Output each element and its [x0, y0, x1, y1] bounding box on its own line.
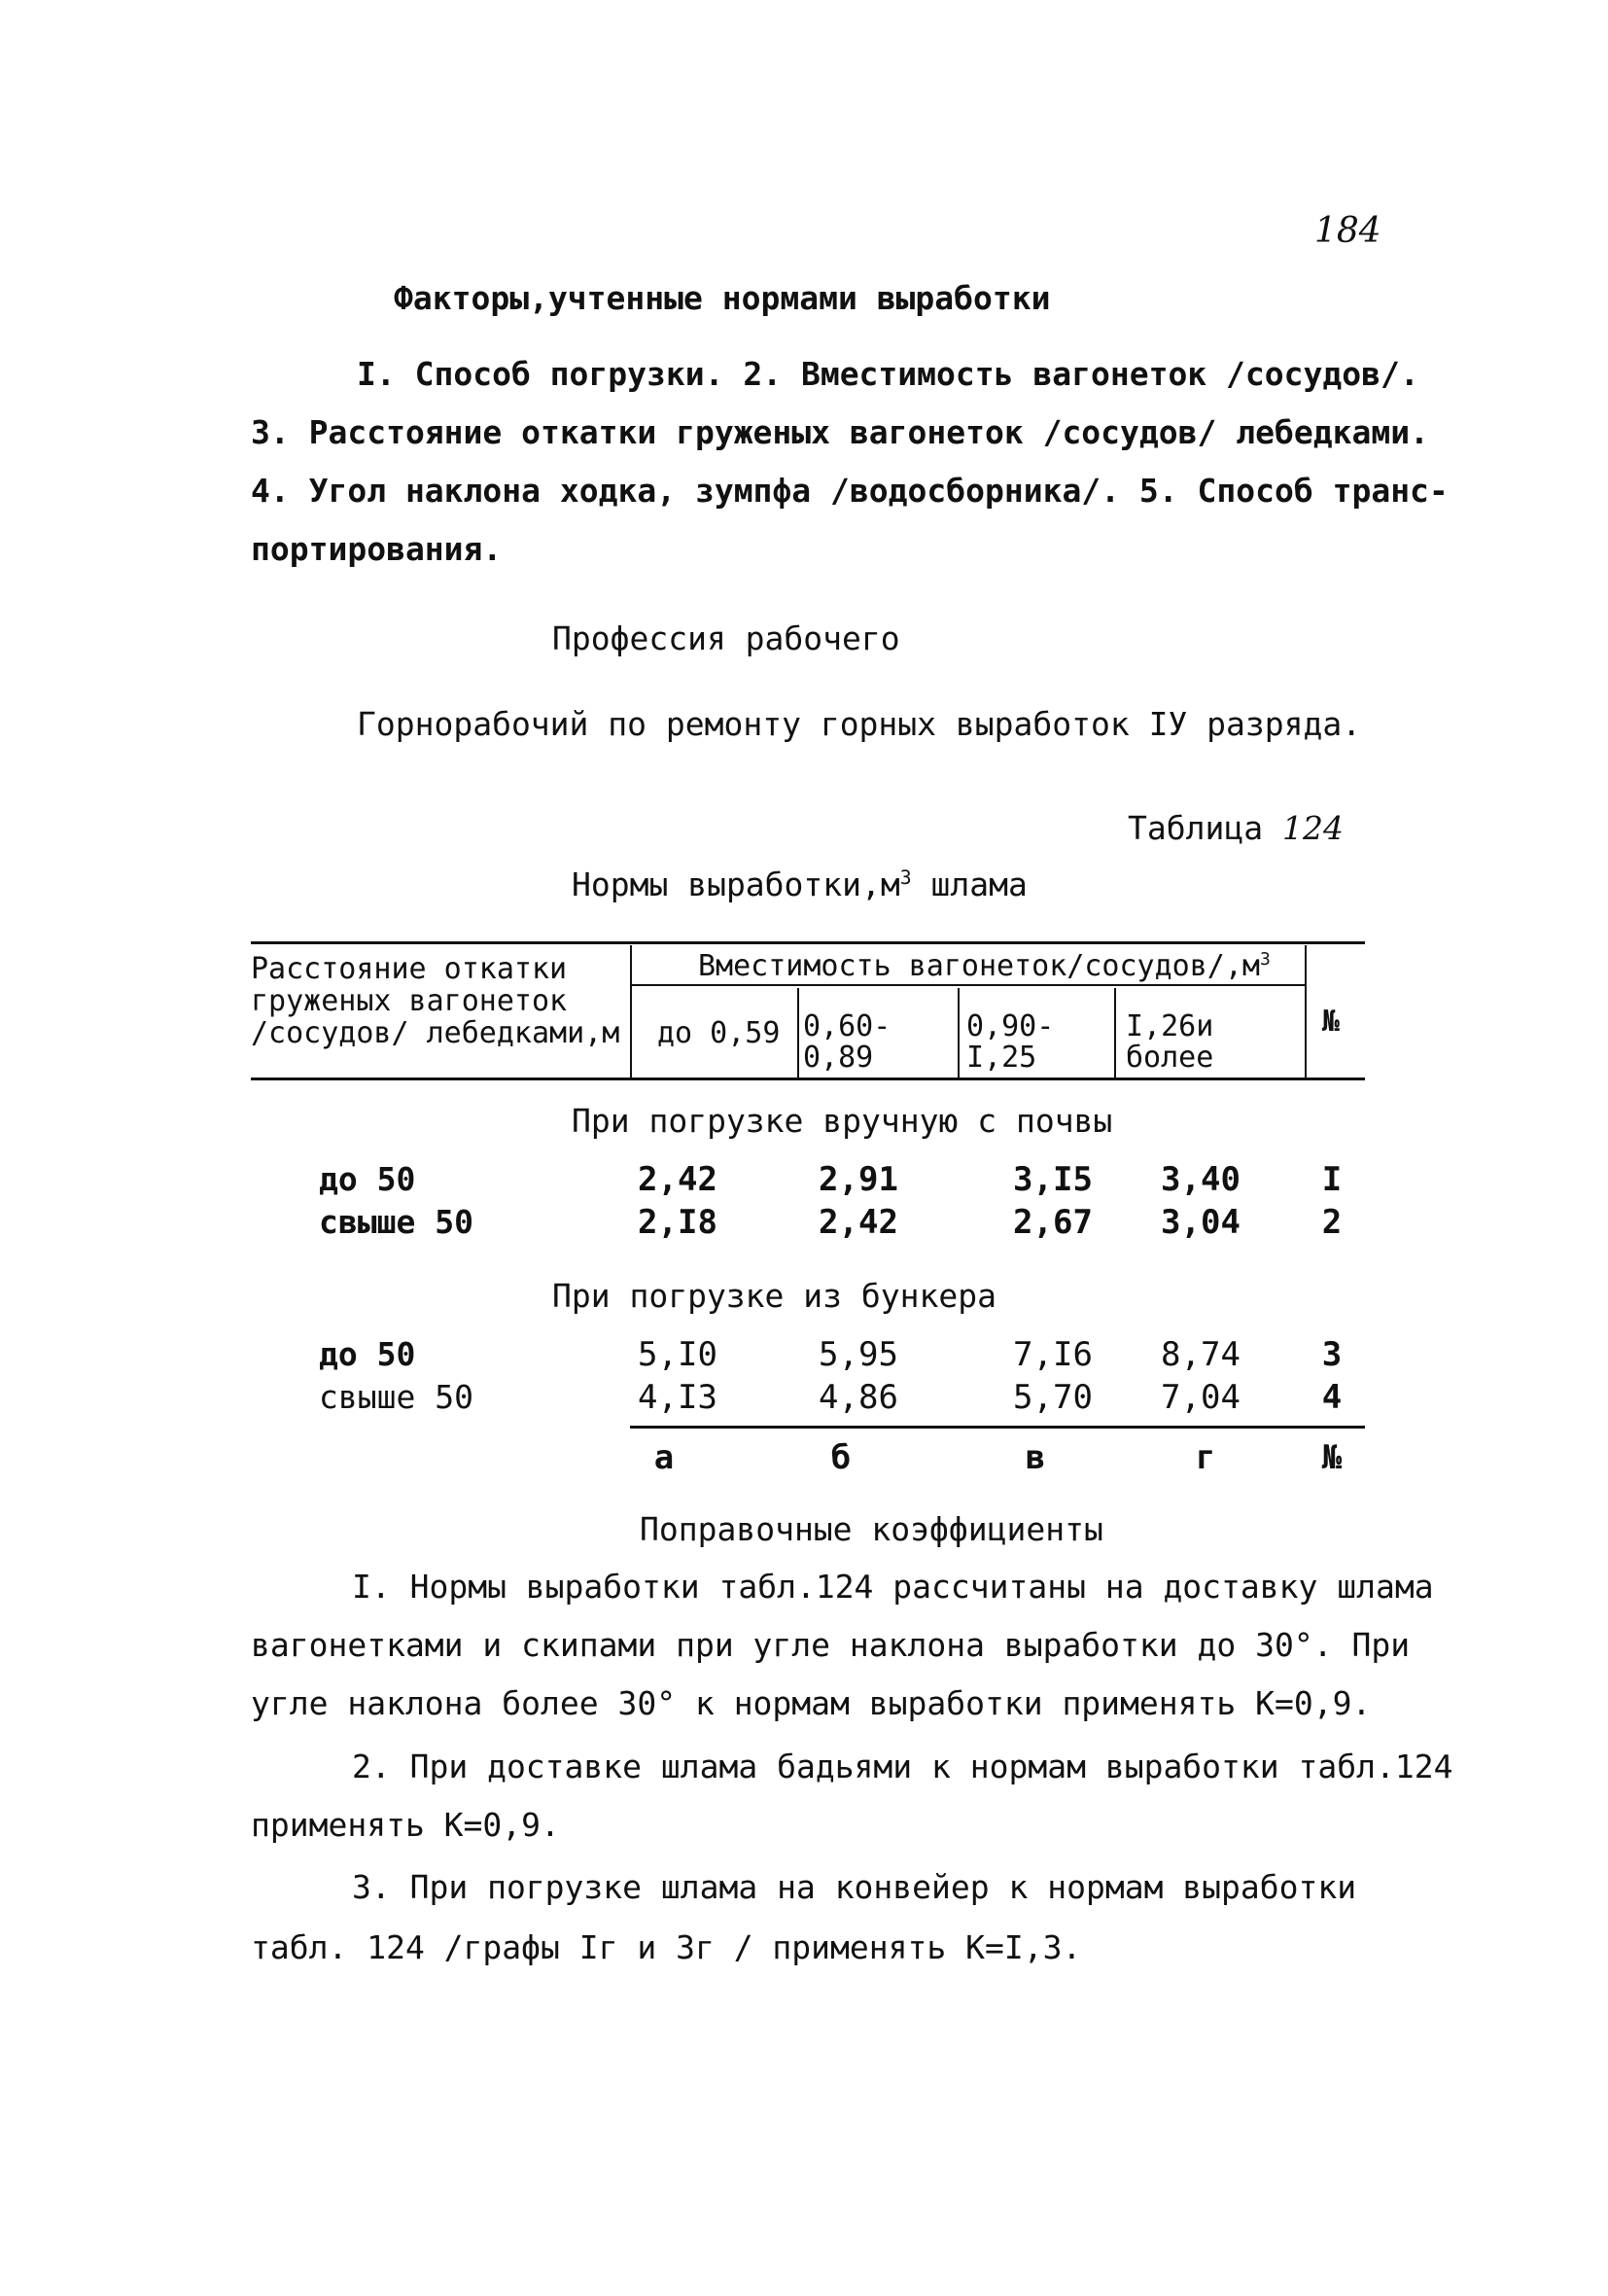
s2-row1-val-d: 8,74 [1161, 1335, 1241, 1374]
table-title [572, 865, 1028, 903]
s2-row2-dist: свыше 50 [319, 1378, 473, 1416]
s1-row2-dist: свыше 50 [319, 1203, 473, 1241]
table-label [1128, 809, 1344, 847]
page-number: 184 [1314, 211, 1381, 251]
table-header-bottom-rule [251, 1077, 1365, 1080]
table-title-sup: 3 [899, 866, 912, 889]
s2-row2-val-c: 5,70 [1013, 1378, 1093, 1417]
s1-row2-val-a: 2,I8 [638, 1203, 717, 1242]
table-vline-2 [797, 988, 799, 1077]
footer-letter-b: б [830, 1438, 852, 1477]
s1-row1-val-c: 3,I5 [1013, 1160, 1093, 1199]
header-left-line-1: Расстояние откатки [251, 952, 568, 986]
s1-row2-no: 2 [1321, 1203, 1343, 1242]
s1-row1-dist: до 50 [319, 1160, 416, 1198]
section-1-title: При погрузке вручную с почвы [572, 1102, 1113, 1140]
header-group-sup: 3 [1259, 949, 1271, 970]
factors-line-1: I. Способ погрузки. 2. Вместимость вагонеток /сосудов/. [357, 355, 1419, 393]
header-left-line-3: /сосудов/ лебедками,м [251, 1016, 620, 1050]
table-group-rule [632, 984, 1305, 986]
s2-row1-val-b: 5,95 [819, 1335, 898, 1374]
header-no: № [1322, 1005, 1341, 1039]
header-col-b: 0,60- 0,89 [803, 1009, 891, 1075]
s1-row1-val-d: 3,40 [1161, 1160, 1241, 1199]
factors-line-2: 3. Расстояние откатки груженых вагонеток /сосудов/ лебедками. [251, 413, 1429, 451]
footer-letter-c: в [1025, 1438, 1046, 1477]
header-left-line-2: груженых вагонеток [251, 984, 568, 1018]
s2-row1-no: 3 [1321, 1335, 1343, 1374]
corrections-p3-line-2: табл. 124 /графы Iг и 3г / применять К=I,3. [251, 1928, 1082, 1966]
s2-row1-val-a: 5,I0 [638, 1335, 717, 1374]
table-title-main: Нормы выработки,м [572, 865, 900, 903]
corrections-p1-line-1: I. Нормы выработки табл.124 рассчитаны на доставку шлама [352, 1568, 1434, 1606]
s2-row2-val-a: 4,I3 [638, 1378, 717, 1417]
profession-heading: Профессия рабочего [552, 619, 900, 657]
header-col-d: I,26и более [1126, 1009, 1214, 1075]
s2-row2-val-b: 4,86 [819, 1378, 898, 1417]
corrections-p2-line-2: применять К=0,9. [251, 1806, 560, 1844]
profession-text: Горнорабочий по ремонту горных выработок IУ разряда. [357, 705, 1362, 743]
table-vline-1 [630, 945, 632, 1077]
header-group-text: Вместимость вагонеток/сосудов/,м [698, 949, 1260, 983]
table-label-prefix: Таблица [1128, 809, 1264, 847]
section-2-title: При погрузке из бункера [552, 1277, 996, 1315]
s1-row2-val-d: 3,04 [1161, 1203, 1241, 1242]
header-group [698, 951, 1271, 981]
s1-row1-val-a: 2,42 [638, 1160, 717, 1199]
corrections-p3-line-1: 3. При погрузке шлама на конвейер к нормам выработки [352, 1868, 1357, 1906]
factors-title: Факторы,учтенные нормами выработки [394, 279, 1051, 317]
s1-row2-val-b: 2,42 [819, 1203, 898, 1242]
table-vline-5 [1305, 945, 1307, 1077]
header-col-a: до 0,59 [657, 1016, 781, 1050]
footer-letter-a: а [653, 1438, 675, 1477]
s1-row2-val-c: 2,67 [1013, 1203, 1093, 1242]
footer-letter-d: г [1195, 1438, 1216, 1477]
table-footer-rule [630, 1426, 1365, 1429]
factors-line-3: 4. Угол наклона ходка, зумпфа /водосборника/. 5. Способ транс- [251, 472, 1449, 510]
header-col-c: 0,90- I,25 [966, 1009, 1055, 1075]
table-label-number: 124 [1281, 809, 1344, 847]
table-vline-3 [958, 988, 960, 1077]
s2-row2-val-d: 7,04 [1161, 1378, 1241, 1417]
s1-row1-no: I [1321, 1160, 1343, 1199]
corrections-p1-line-2: вагонетками и скипами при угле наклона выработки до 30°. При [251, 1626, 1411, 1664]
s2-row2-no: 4 [1321, 1378, 1343, 1417]
corrections-p1-line-3: угле наклона более 30° к нормам выработки применять К=0,9. [251, 1684, 1372, 1722]
table-vline-4 [1114, 988, 1116, 1077]
factors-line-4: портирования. [251, 530, 503, 568]
corrections-p2-line-1: 2. При доставке шлама бадьями к нормам выработки табл.124 [352, 1748, 1453, 1785]
corrections-heading: Поправочные коэффициенты [640, 1510, 1103, 1548]
footer-no: № [1321, 1438, 1343, 1477]
table-top-rule [251, 941, 1365, 944]
s1-row1-val-b: 2,91 [819, 1160, 898, 1199]
s2-row1-val-c: 7,I6 [1013, 1335, 1093, 1374]
table-title-tail: шлама [911, 865, 1028, 903]
s2-row1-dist: до 50 [319, 1335, 416, 1373]
